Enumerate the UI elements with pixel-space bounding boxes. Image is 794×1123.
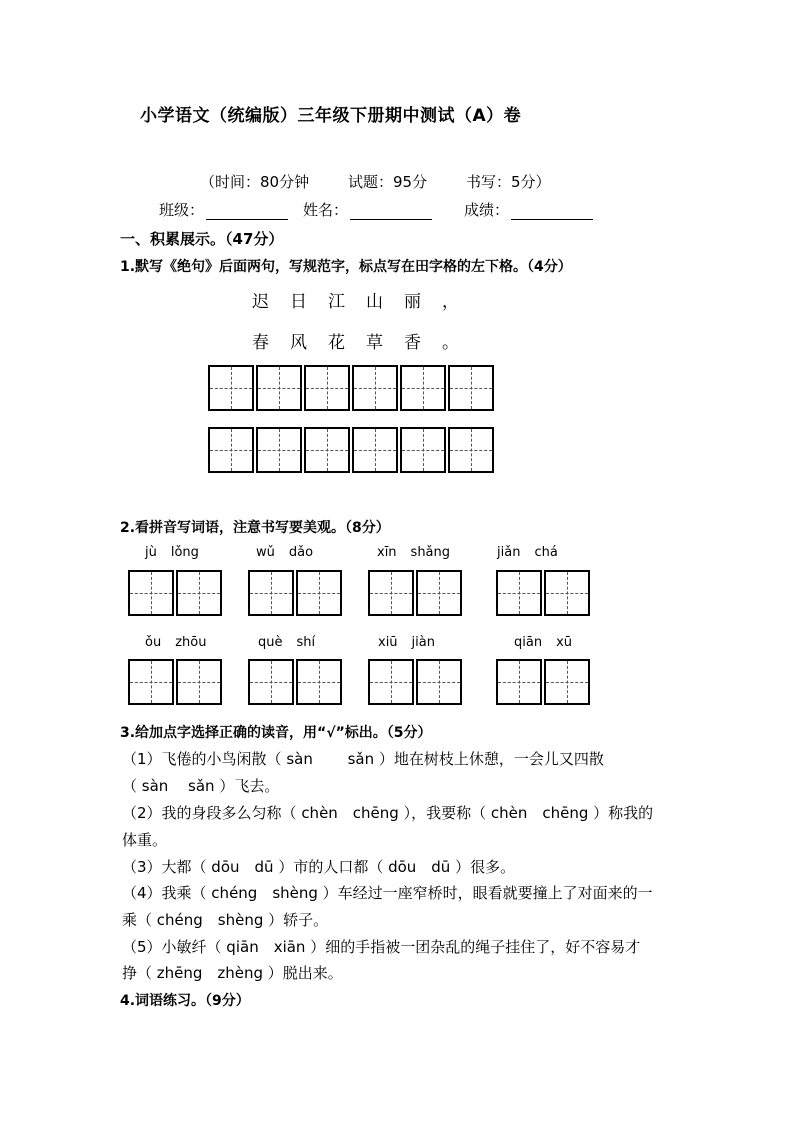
name-blank[interactable] (350, 205, 432, 220)
tianzi-cell[interactable] (256, 427, 302, 473)
tianzi-cell[interactable] (416, 659, 462, 705)
section-heading: 一、积累展示。（47分） (120, 230, 284, 248)
class-blank[interactable] (206, 205, 288, 220)
q3-line-1: （1）飞倦的小鸟闲散（ sàn sǎn ）地在树枝上休憩，一会儿又四散 (122, 750, 604, 768)
pinyin: jù (145, 545, 157, 560)
tianzi-cell[interactable] (416, 570, 462, 616)
poem-char: 丽 (404, 292, 421, 312)
poem-char: ， (442, 292, 459, 312)
tianzi-cell[interactable] (296, 659, 342, 705)
poem-char: 江 (328, 292, 345, 312)
tianzi-cell[interactable] (448, 365, 494, 411)
poem-char: 草 (366, 333, 383, 353)
word-grid (368, 659, 464, 705)
word-grid (496, 659, 592, 705)
score-field[interactable] (464, 199, 593, 220)
pinyin: jiǎn (497, 545, 521, 560)
word-grid (128, 570, 224, 616)
question-4-text: 4.词语练习。（9分） (120, 993, 250, 1009)
tianzi-cell[interactable] (448, 427, 494, 473)
q3-line-8: （5）小敏纤（ qiān xiān ）细的手指被一团杂乱的绳子挂住了，好不容易才 (122, 938, 641, 956)
q3-line-9: 挣（ zhēng zhèng ）脱出来。 (122, 964, 343, 982)
q3-line-6: （4）我乘（ chéng shèng ）车经过一座窄桥时，眼看就要撞上了对面来的一 (122, 884, 653, 902)
q3-line-5: （3）大都（ dōu dū ）市的人口都（ dōu dū ）很多。 (122, 858, 516, 876)
pinyin: qiān (514, 635, 543, 650)
tianzi-cell[interactable] (304, 365, 350, 411)
pinyin: zhōu (175, 635, 207, 650)
tianzi-cell[interactable] (176, 570, 222, 616)
poem-char: 香 (404, 333, 421, 353)
tianzi-cell[interactable] (368, 570, 414, 616)
poem-line-2 (252, 328, 459, 353)
exam-time: （时间：80分钟 (200, 173, 310, 191)
tianzi-cell[interactable] (496, 659, 542, 705)
tianzi-cell[interactable] (208, 365, 254, 411)
page-title: 小学语文（统编版）三年级下册期中测试（A）卷 (140, 106, 522, 126)
word-grid (368, 570, 464, 616)
pinyin: lǒng (170, 545, 199, 560)
tianzi-cell[interactable] (400, 427, 446, 473)
tianzi-cell[interactable] (176, 659, 222, 705)
class-field[interactable] (159, 199, 288, 220)
q3-line-2: （ sàn sǎn ）飞去。 (122, 777, 280, 795)
poem-char: 日 (290, 292, 307, 312)
tianzi-cell[interactable] (352, 427, 398, 473)
score-label: 成绩： (464, 201, 510, 219)
tianzi-cell[interactable] (400, 365, 446, 411)
tianzi-cell[interactable] (496, 570, 542, 616)
word-grid (248, 659, 344, 705)
pinyin-pair (497, 545, 558, 560)
q3-line-3: （2）我的身段多么匀称（ chèn chēng ），我要称（ chèn chēng ）称我的 (122, 804, 654, 822)
poem-char: 春 (252, 333, 269, 353)
answer-grid-row-1 (208, 365, 496, 411)
tianzi-cell[interactable] (128, 570, 174, 616)
class-label: 班级： (159, 201, 205, 219)
name-field[interactable] (303, 199, 432, 220)
tianzi-cell[interactable] (544, 570, 590, 616)
poem-char: 花 (328, 333, 345, 353)
question-1-text: 1.默写《绝句》后面两句，写规范字，标点写在田字格的左下格。（4分） (120, 259, 572, 275)
poem-char: 风 (290, 333, 307, 353)
word-grid (248, 570, 344, 616)
pinyin-pair (514, 635, 572, 650)
tianzi-cell[interactable] (352, 365, 398, 411)
tianzi-cell[interactable] (248, 659, 294, 705)
pinyin-pair (145, 545, 199, 560)
pinyin: jiàn (411, 635, 435, 650)
poem-char: 山 (366, 292, 383, 312)
pinyin-pair (145, 635, 206, 650)
tianzi-cell[interactable] (128, 659, 174, 705)
pinyin: què (258, 635, 283, 650)
pinyin: wǔ (256, 545, 275, 560)
pinyin: xiū (378, 635, 398, 650)
q3-line-7: 乘（ chéng shèng ）轿子。 (122, 911, 329, 929)
tianzi-cell[interactable] (256, 365, 302, 411)
poem-line-1 (252, 287, 459, 312)
question-2-text: 2.看拼音写词语，注意书写要美观。（8分） (120, 520, 390, 536)
pinyin-pair (377, 545, 450, 560)
pinyin: shí (296, 635, 316, 650)
name-label: 姓名： (303, 201, 349, 219)
answer-grid-row-2 (208, 427, 496, 473)
pinyin: ǒu (145, 635, 162, 650)
pinyin: xū (556, 635, 573, 650)
tianzi-cell[interactable] (296, 570, 342, 616)
score-blank[interactable] (511, 205, 593, 220)
tianzi-cell[interactable] (544, 659, 590, 705)
exam-test-score: 试题：95分 (348, 173, 428, 191)
word-grid (496, 570, 592, 616)
question-3-text: 3.给加点字选择正确的读音，用“√”标出。（5分） (120, 725, 432, 741)
pinyin-pair (256, 545, 313, 560)
pinyin-pair (378, 635, 435, 650)
pinyin: shǎng (410, 545, 451, 560)
word-grid (128, 659, 224, 705)
q3-line-4: 体重。 (122, 831, 168, 849)
pinyin: chá (534, 545, 558, 560)
pinyin: xīn (377, 545, 397, 560)
tianzi-cell[interactable] (368, 659, 414, 705)
tianzi-cell[interactable] (208, 427, 254, 473)
tianzi-cell[interactable] (304, 427, 350, 473)
poem-char: 迟 (252, 292, 269, 312)
pinyin-pair (258, 635, 315, 650)
poem-char: 。 (442, 333, 459, 353)
exam-writing-score: 书写：5分） (466, 173, 551, 191)
pinyin: dǎo (288, 545, 314, 560)
tianzi-cell[interactable] (248, 570, 294, 616)
